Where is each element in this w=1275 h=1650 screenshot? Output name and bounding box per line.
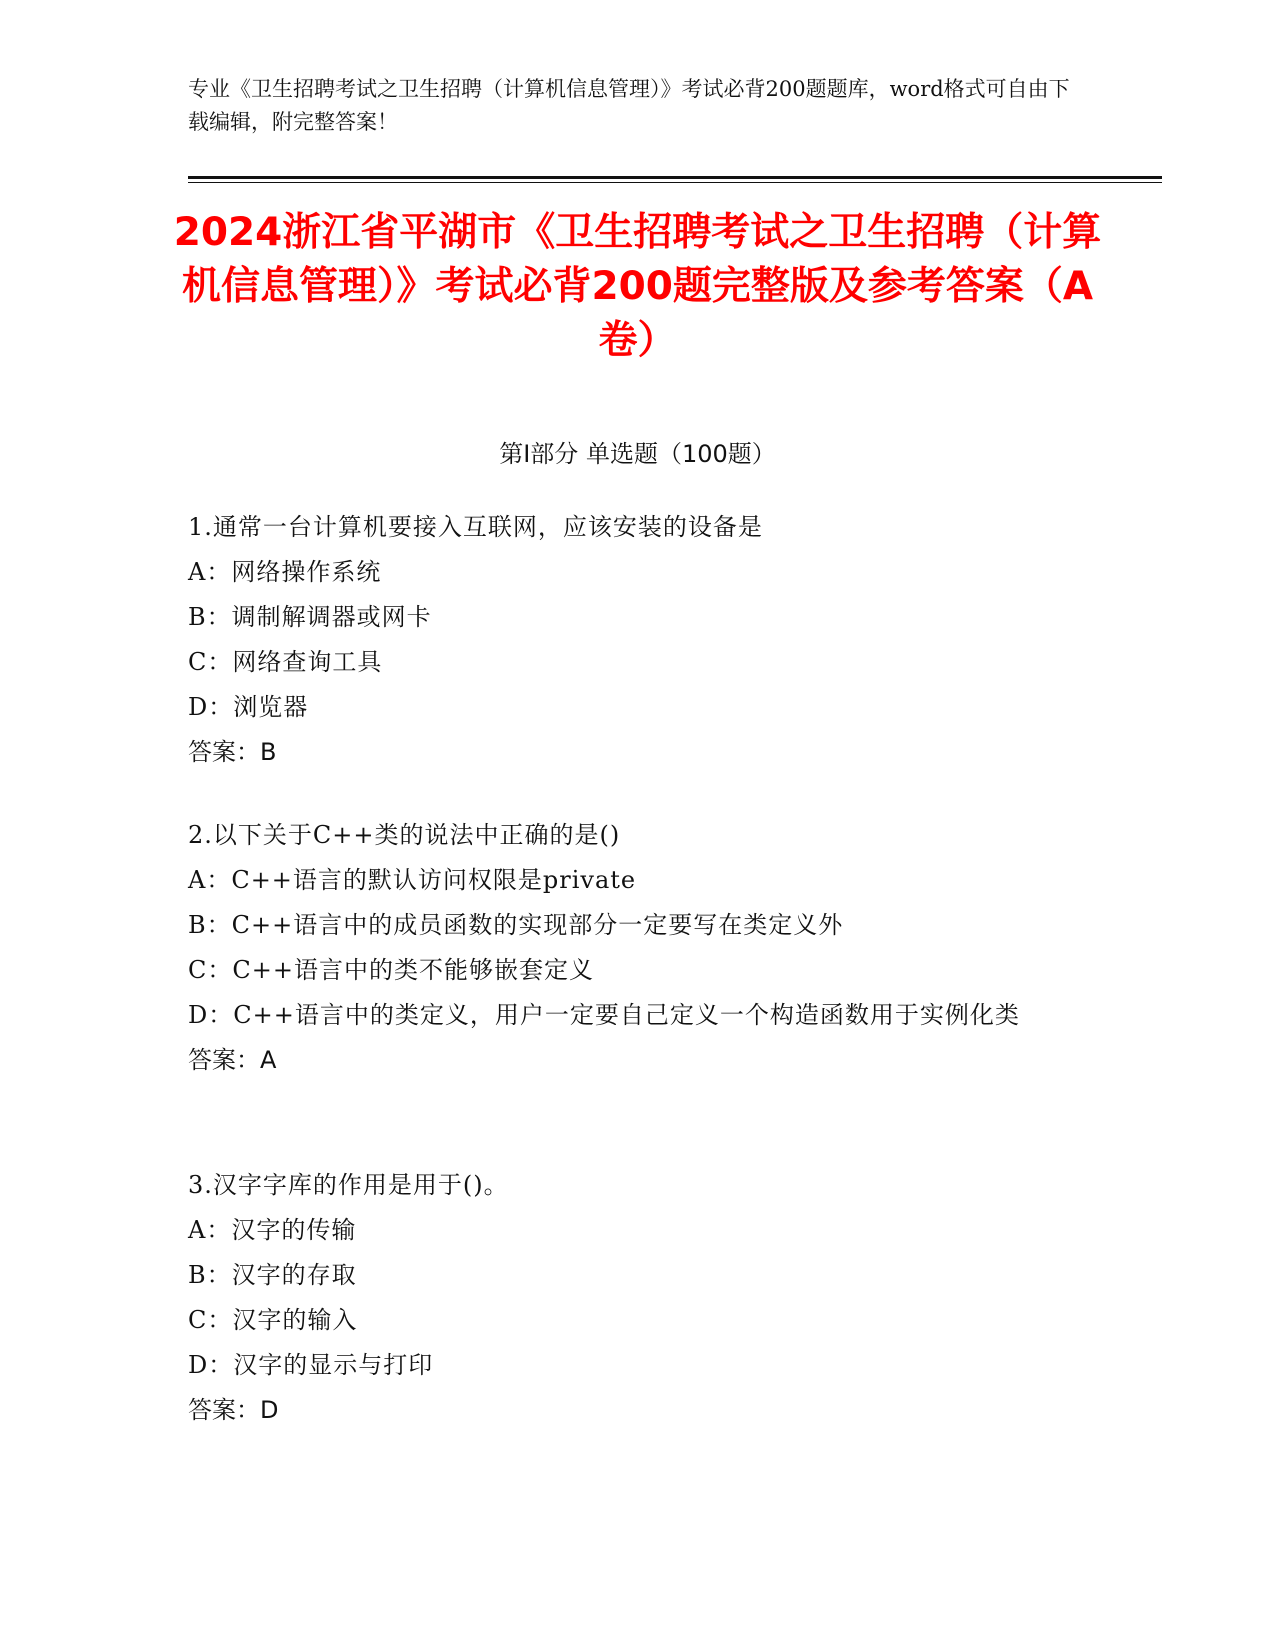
- question-stem: 1.通常一台计算机要接入互联网，应该安装的设备是: [188, 513, 763, 541]
- option-d: D：浏览器: [188, 693, 309, 721]
- section-heading: 第I部分 单选题（100题）: [499, 440, 776, 468]
- question-2: [188, 813, 1068, 1083]
- option-d: D：汉字的显示与打印: [188, 1351, 434, 1379]
- option-a: A：C++语言的默认访问权限是private: [188, 866, 637, 894]
- document-title: 2024浙江省平湖市《卫生招聘考试之卫生招聘（计算机信息管理）》考试必背200题完整版及参考答案（A卷）: [173, 210, 1102, 363]
- answer: 答案：A: [188, 1046, 277, 1074]
- question-3: [188, 1163, 1068, 1433]
- question-stem: 2.以下关于C++类的说法中正确的是(): [188, 821, 621, 849]
- header-rule-thick: [188, 176, 1162, 179]
- question-1: [188, 505, 1068, 775]
- answer: 答案：B: [188, 738, 277, 766]
- option-b: B：C++语言中的成员函数的实现部分一定要写在类定义外: [188, 911, 844, 939]
- option-b: B：汉字的存取: [188, 1261, 357, 1289]
- header-note: 专业《卫生招聘考试之卫生招聘（计算机信息管理）》考试必背200题题库，word格式可自由下载编辑，附完整答案！: [188, 77, 1070, 134]
- option-a: A：汉字的传输: [188, 1216, 357, 1244]
- header-rule-thin: [188, 182, 1162, 183]
- option-c: C：汉字的输入: [188, 1306, 358, 1334]
- option-c: C：C++语言中的类不能够嵌套定义: [188, 956, 594, 984]
- option-c: C：网络查询工具: [188, 648, 383, 676]
- option-d: D：C++语言中的类定义，用户一定要自己定义一个构造函数用于实例化类: [188, 1001, 1020, 1029]
- option-a: A：网络操作系统: [188, 558, 382, 586]
- answer: 答案：D: [188, 1396, 279, 1424]
- option-b: B：调制解调器或网卡: [188, 603, 432, 631]
- question-stem: 3.汉字字库的作用是用于()。: [188, 1171, 509, 1199]
